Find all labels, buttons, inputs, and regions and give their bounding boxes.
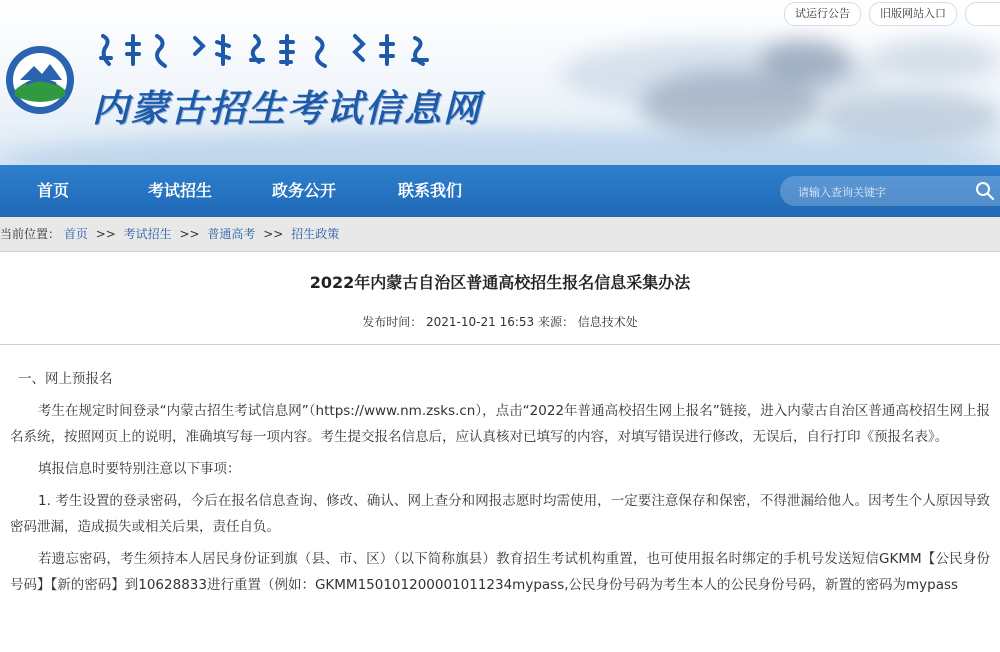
breadcrumb: [0, 217, 1000, 252]
nav-gov[interactable]: 政务公开: [272, 181, 337, 200]
breadcrumb-home[interactable]: 首页: [63, 227, 88, 241]
article-content: [0, 366, 1000, 598]
main-nav: [0, 165, 1000, 217]
breadcrumb-label: 当前位置：: [0, 227, 61, 241]
divider: [0, 344, 1000, 345]
breadcrumb-sep: >>: [263, 227, 284, 241]
paragraph: 考生在规定时间登录“内蒙古招生考试信息网”（https://www.nm.zsks.cn），点击“2022年普通高校招生网上报名”链接，进入内蒙古自治区普通高校招生网上报名系统，按照网页上的说明，准确填写每一项内容。考生提交报名信息后，应认真核对已填写的内容，对填写错误进行修改，无误后，自行打印《预报名表》。: [10, 403, 990, 445]
extra-pill[interactable]: [965, 2, 1000, 26]
top-links: [784, 2, 1000, 26]
nav-contact[interactable]: 联系我们: [398, 181, 463, 200]
site-logo: [4, 44, 76, 116]
search-box: [780, 176, 1000, 206]
old-site-link[interactable]: 旧版网站入口: [869, 2, 957, 26]
paragraph: 填报信息时要特别注意以下事项：: [38, 461, 241, 477]
nav-exam[interactable]: 考试招生: [148, 181, 213, 200]
search-input[interactable]: [796, 181, 970, 203]
paragraph: 1. 考生设置的登录密码，今后在报名信息查询、修改、确认、网上查分和网报志愿时均需使用，一定要注意保存和保密，不得泄漏给他人。因考生个人原因导致密码泄漏，造成损失或相关后果，责任自负。: [10, 493, 990, 535]
article-meta: 发布时间： 2021-10-21 16:53 来源： 信息技术处: [362, 315, 638, 329]
section-heading: 一、网上预报名: [18, 371, 113, 387]
trial-notice-link[interactable]: 试运行公告: [784, 2, 861, 26]
breadcrumb-exam[interactable]: 考试招生: [123, 227, 172, 241]
breadcrumb-gaokao[interactable]: 普通高考: [207, 227, 256, 241]
site-title: 内蒙古招生考试信息网: [92, 86, 482, 130]
nav-home[interactable]: 首页: [37, 181, 70, 200]
article-title: 2022年内蒙古自治区普通高校招生报名信息采集办法: [309, 273, 691, 292]
breadcrumb-sep: >>: [95, 227, 116, 241]
header-banner: [0, 0, 1000, 165]
paragraph: 若遗忘密码，考生须持本人居民身份证到旗（县、市、区）（以下简称旗县）教育招生考试机构重置，也可使用报名时绑定的手机号发送短信GKMM【公民身份号码】【新的密码】到10628833进行重置（例如：GKMM150101200001011234mypass,公民身份号码为考生本人的公民身份号码，新置的密码为mypass: [10, 551, 990, 593]
breadcrumb-policy[interactable]: 招生政策: [291, 227, 340, 241]
search-icon[interactable]: [975, 181, 995, 201]
breadcrumb-sep: >>: [179, 227, 200, 241]
mongolian-script-logo: [95, 30, 455, 74]
